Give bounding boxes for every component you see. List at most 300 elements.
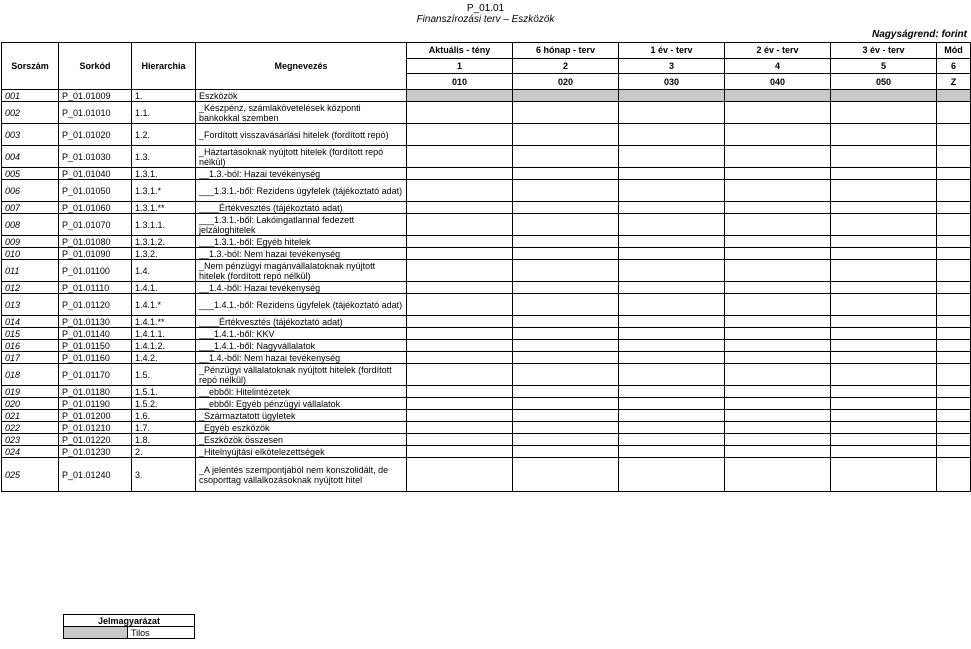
header-mod-num: 6 xyxy=(937,58,971,74)
value-cell[interactable] xyxy=(513,458,619,492)
value-cell[interactable] xyxy=(513,316,619,328)
value-cell[interactable] xyxy=(407,398,513,410)
header-hierarchia: Hierarchia xyxy=(132,43,196,90)
header-col-label: Aktuális - tény xyxy=(407,43,513,59)
table-row xyxy=(2,340,971,352)
value-cell[interactable] xyxy=(725,202,831,214)
mod-cell[interactable] xyxy=(937,90,971,102)
value-cell[interactable] xyxy=(513,282,619,294)
row-name: _Készpénz, számlakövetelések központi bankokkal szemben xyxy=(196,102,407,124)
value-cell[interactable] xyxy=(725,294,831,316)
row-name: _Nem pénzügyi magánvállalatoknak nyújtott hitelek (fordított repó nélkül) xyxy=(196,260,407,282)
value-cell[interactable] xyxy=(407,410,513,422)
row-number: 008 xyxy=(2,214,59,236)
legend xyxy=(63,614,195,639)
table-row xyxy=(2,168,971,180)
value-cell[interactable] xyxy=(725,446,831,458)
value-cell[interactable] xyxy=(619,102,725,124)
mod-cell[interactable] xyxy=(937,260,971,282)
value-cell[interactable] xyxy=(407,214,513,236)
row-name: _Származtatott ügyletek xyxy=(196,410,407,422)
row-name: ___1.4.1.-ből: KKV xyxy=(196,328,407,340)
row-number: 003 xyxy=(2,124,59,146)
value-cell[interactable] xyxy=(725,352,831,364)
value-cell[interactable] xyxy=(725,90,831,102)
row-number: 004 xyxy=(2,146,59,168)
row-number: 012 xyxy=(2,282,59,294)
value-cell[interactable] xyxy=(619,168,725,180)
value-cell[interactable] xyxy=(407,146,513,168)
row-name: __ebből: Hitelintézetek xyxy=(196,386,407,398)
row-code: P_01.01180 xyxy=(59,386,132,398)
value-cell[interactable] xyxy=(831,214,937,236)
header-col-num: 5 xyxy=(831,58,937,74)
value-cell[interactable] xyxy=(831,248,937,260)
value-cell[interactable] xyxy=(831,202,937,214)
mod-cell[interactable] xyxy=(937,168,971,180)
value-cell[interactable] xyxy=(513,260,619,282)
row-hierarchy: 1.3.1. xyxy=(132,168,196,180)
value-cell[interactable] xyxy=(831,180,937,202)
header-col-code: 040 xyxy=(725,74,831,90)
mod-cell[interactable] xyxy=(937,294,971,316)
header-col-code: 020 xyxy=(513,74,619,90)
header-col-num: 3 xyxy=(619,58,725,74)
row-number: 011 xyxy=(2,260,59,282)
row-hierarchy: 1.4.2. xyxy=(132,352,196,364)
row-code: P_01.01150 xyxy=(59,340,132,352)
value-cell[interactable] xyxy=(619,422,725,434)
row-number: 025 xyxy=(2,458,59,492)
row-name: _Fordított visszavásárlási hitelek (fordított repó) xyxy=(196,124,407,146)
row-name: _Eszközök összesen xyxy=(196,434,407,446)
row-code: P_01.01130 xyxy=(59,316,132,328)
row-number: 006 xyxy=(2,180,59,202)
value-cell[interactable] xyxy=(619,146,725,168)
table-row xyxy=(2,102,971,124)
table-row xyxy=(2,352,971,364)
mod-cell[interactable] xyxy=(937,398,971,410)
row-name: ___1.4.1.-ből: Rezidens ügyfelek (tájékoztató adat) xyxy=(196,294,407,316)
row-name: ____Értékvesztés (tájékoztató adat) xyxy=(196,316,407,328)
header-sorkod: Sorkód xyxy=(59,43,132,90)
row-name: _Egyéb eszközök xyxy=(196,422,407,434)
value-cell[interactable] xyxy=(725,248,831,260)
row-hierarchy: 1.3.1.* xyxy=(132,180,196,202)
row-code: P_01.01220 xyxy=(59,434,132,446)
value-cell[interactable] xyxy=(619,458,725,492)
value-cell[interactable] xyxy=(513,398,619,410)
mod-cell[interactable] xyxy=(937,328,971,340)
value-cell[interactable] xyxy=(407,422,513,434)
value-cell[interactable] xyxy=(725,410,831,422)
value-cell[interactable] xyxy=(725,102,831,124)
mod-cell[interactable] xyxy=(937,434,971,446)
value-cell[interactable] xyxy=(407,236,513,248)
value-cell[interactable] xyxy=(831,340,937,352)
value-cell[interactable] xyxy=(513,214,619,236)
row-code: P_01.01120 xyxy=(59,294,132,316)
value-cell[interactable] xyxy=(725,364,831,386)
value-cell[interactable] xyxy=(619,398,725,410)
value-cell[interactable] xyxy=(513,248,619,260)
value-cell[interactable] xyxy=(725,124,831,146)
row-name: ____Értékvesztés (tájékoztató adat) xyxy=(196,202,407,214)
row-hierarchy: 1.4.1.* xyxy=(132,294,196,316)
mod-cell[interactable] xyxy=(937,102,971,124)
value-cell[interactable] xyxy=(513,328,619,340)
value-cell[interactable] xyxy=(619,202,725,214)
row-code: P_01.01040 xyxy=(59,168,132,180)
row-code: P_01.01010 xyxy=(59,102,132,124)
value-cell[interactable] xyxy=(513,410,619,422)
value-cell[interactable] xyxy=(725,168,831,180)
value-cell[interactable] xyxy=(831,446,937,458)
legend-swatch-forbidden xyxy=(64,627,128,639)
value-cell[interactable] xyxy=(407,328,513,340)
value-cell[interactable] xyxy=(725,328,831,340)
row-code: P_01.01190 xyxy=(59,398,132,410)
row-number: 005 xyxy=(2,168,59,180)
value-cell[interactable] xyxy=(407,316,513,328)
row-code: P_01.01110 xyxy=(59,282,132,294)
header-col-code: 030 xyxy=(619,74,725,90)
row-hierarchy: 1.4.1.1. xyxy=(132,328,196,340)
mod-cell[interactable] xyxy=(937,410,971,422)
row-hierarchy: 1.5.1. xyxy=(132,386,196,398)
value-cell[interactable] xyxy=(513,102,619,124)
row-number: 007 xyxy=(2,202,59,214)
row-code: P_01.01080 xyxy=(59,236,132,248)
row-number: 015 xyxy=(2,328,59,340)
table-row xyxy=(2,364,971,386)
value-cell[interactable] xyxy=(407,446,513,458)
mod-cell[interactable] xyxy=(937,146,971,168)
table-row xyxy=(2,446,971,458)
value-cell[interactable] xyxy=(725,434,831,446)
row-hierarchy: 1.5. xyxy=(132,364,196,386)
table-row xyxy=(2,398,971,410)
table-row xyxy=(2,316,971,328)
value-cell[interactable] xyxy=(513,180,619,202)
value-cell[interactable] xyxy=(619,214,725,236)
value-cell[interactable] xyxy=(513,294,619,316)
table-row xyxy=(2,214,971,236)
value-cell[interactable] xyxy=(619,364,725,386)
value-cell[interactable] xyxy=(619,294,725,316)
value-cell[interactable] xyxy=(407,102,513,124)
header-sorszam: Sorszám xyxy=(2,43,59,90)
table-row xyxy=(2,236,971,248)
row-hierarchy: 1.2. xyxy=(132,124,196,146)
row-hierarchy: 1. xyxy=(132,90,196,102)
value-cell[interactable] xyxy=(725,260,831,282)
value-cell[interactable] xyxy=(407,248,513,260)
value-cell[interactable] xyxy=(831,410,937,422)
table-row xyxy=(2,146,971,168)
value-cell[interactable] xyxy=(725,214,831,236)
header-col-num: 2 xyxy=(513,58,619,74)
value-cell[interactable] xyxy=(513,386,619,398)
value-cell[interactable] xyxy=(619,446,725,458)
value-cell[interactable] xyxy=(513,90,619,102)
value-cell[interactable] xyxy=(725,422,831,434)
header-col-label: 2 év - terv xyxy=(725,43,831,59)
row-code: P_01.01090 xyxy=(59,248,132,260)
value-cell[interactable] xyxy=(407,282,513,294)
row-number: 001 xyxy=(2,90,59,102)
row-name: ___1.4.1.-ből: Nagyvállalatok xyxy=(196,340,407,352)
mod-cell[interactable] xyxy=(937,248,971,260)
row-number: 009 xyxy=(2,236,59,248)
value-cell[interactable] xyxy=(407,458,513,492)
table-row xyxy=(2,422,971,434)
value-cell[interactable] xyxy=(831,398,937,410)
row-number: 002 xyxy=(2,102,59,124)
value-cell[interactable] xyxy=(831,236,937,248)
row-name: __1.3.-ból: Nem hazai tevékenység xyxy=(196,248,407,260)
table-row xyxy=(2,202,971,214)
row-number: 016 xyxy=(2,340,59,352)
row-code: P_01.01240 xyxy=(59,458,132,492)
value-cell[interactable] xyxy=(407,168,513,180)
row-hierarchy: 1.7. xyxy=(132,422,196,434)
value-cell[interactable] xyxy=(831,260,937,282)
value-cell[interactable] xyxy=(831,294,937,316)
row-name: _Pénzügyi vállalatoknak nyújtott hitelek (fordított repó nélkül) xyxy=(196,364,407,386)
row-number: 014 xyxy=(2,316,59,328)
row-hierarchy: 1.3.2. xyxy=(132,248,196,260)
value-cell[interactable] xyxy=(407,294,513,316)
row-name: __1.4.-ből: Hazai tevékenység xyxy=(196,282,407,294)
row-name: _A jelentés szempontjából nem konszolidált, de csoporttag vállalkozásoknak nyújtott hitel xyxy=(196,458,407,492)
value-cell[interactable] xyxy=(513,364,619,386)
value-cell[interactable] xyxy=(725,458,831,492)
row-name: Eszközök xyxy=(196,90,407,102)
row-code: P_01.01050 xyxy=(59,180,132,202)
value-cell[interactable] xyxy=(407,260,513,282)
row-number: 020 xyxy=(2,398,59,410)
asset-table xyxy=(1,42,971,492)
table-row xyxy=(2,386,971,398)
row-number: 013 xyxy=(2,294,59,316)
mod-cell[interactable] xyxy=(937,446,971,458)
value-cell[interactable] xyxy=(619,180,725,202)
value-cell[interactable] xyxy=(619,434,725,446)
row-hierarchy: 1.4.1.2. xyxy=(132,340,196,352)
row-hierarchy: 1.3. xyxy=(132,146,196,168)
value-cell[interactable] xyxy=(619,386,725,398)
value-cell[interactable] xyxy=(513,422,619,434)
value-cell[interactable] xyxy=(831,102,937,124)
row-code: P_01.01060 xyxy=(59,202,132,214)
value-cell[interactable] xyxy=(619,260,725,282)
value-cell[interactable] xyxy=(831,458,937,492)
row-code: P_01.01170 xyxy=(59,364,132,386)
value-cell[interactable] xyxy=(513,434,619,446)
value-cell[interactable] xyxy=(513,168,619,180)
value-cell[interactable] xyxy=(831,364,937,386)
value-cell[interactable] xyxy=(831,434,937,446)
form-code: P_01.01 xyxy=(466,3,505,14)
header-megnevezes: Megnevezés xyxy=(196,43,407,90)
header-col-num: 1 xyxy=(407,58,513,74)
row-code: P_01.01009 xyxy=(59,90,132,102)
value-cell[interactable] xyxy=(407,202,513,214)
value-cell[interactable] xyxy=(407,180,513,202)
table-row xyxy=(2,180,971,202)
row-name: _Háztartásoknak nyújtott hitelek (fordított repó nélkül) xyxy=(196,146,407,168)
row-code: P_01.01200 xyxy=(59,410,132,422)
row-number: 010 xyxy=(2,248,59,260)
row-name: ___1.3.1.-ből: Egyéb hitelek xyxy=(196,236,407,248)
mod-cell[interactable] xyxy=(937,236,971,248)
row-code: P_01.01030 xyxy=(59,146,132,168)
value-cell[interactable] xyxy=(513,124,619,146)
mod-cell[interactable] xyxy=(937,364,971,386)
row-code: P_01.01070 xyxy=(59,214,132,236)
row-code: P_01.01160 xyxy=(59,352,132,364)
value-cell[interactable] xyxy=(619,90,725,102)
row-name: _Hitelnyújtási elkötelezettségek xyxy=(196,446,407,458)
row-number: 019 xyxy=(2,386,59,398)
table-row xyxy=(2,260,971,282)
mod-cell[interactable] xyxy=(937,202,971,214)
value-cell[interactable] xyxy=(513,146,619,168)
value-cell[interactable] xyxy=(407,340,513,352)
value-cell[interactable] xyxy=(831,328,937,340)
row-hierarchy: 1.8. xyxy=(132,434,196,446)
value-cell[interactable] xyxy=(831,282,937,294)
table-row xyxy=(2,248,971,260)
header-col-label: 1 év - terv xyxy=(619,43,725,59)
mod-cell[interactable] xyxy=(937,124,971,146)
value-cell[interactable] xyxy=(831,124,937,146)
value-cell[interactable] xyxy=(725,316,831,328)
row-number: 017 xyxy=(2,352,59,364)
row-number: 018 xyxy=(2,364,59,386)
row-hierarchy: 3. xyxy=(132,458,196,492)
row-hierarchy: 1.4.1. xyxy=(132,282,196,294)
header-col-num: 4 xyxy=(725,58,831,74)
table-row xyxy=(2,410,971,422)
row-number: 021 xyxy=(2,410,59,422)
row-number: 024 xyxy=(2,446,59,458)
value-cell[interactable] xyxy=(407,90,513,102)
value-cell[interactable] xyxy=(513,446,619,458)
value-cell[interactable] xyxy=(619,316,725,328)
row-hierarchy: 1.4.1.** xyxy=(132,316,196,328)
value-cell[interactable] xyxy=(831,352,937,364)
row-code: P_01.01020 xyxy=(59,124,132,146)
mod-cell[interactable] xyxy=(937,282,971,294)
value-cell[interactable] xyxy=(725,398,831,410)
value-cell[interactable] xyxy=(831,146,937,168)
mod-cell[interactable] xyxy=(937,352,971,364)
table-row xyxy=(2,90,971,102)
row-code: P_01.01140 xyxy=(59,328,132,340)
table-row xyxy=(2,124,971,146)
row-code: P_01.01210 xyxy=(59,422,132,434)
header-col-label: 6 hónap - terv xyxy=(513,43,619,59)
table-row xyxy=(2,328,971,340)
row-name: __1.4.-ből: Nem hazai tevékenység xyxy=(196,352,407,364)
value-cell[interactable] xyxy=(831,316,937,328)
value-cell[interactable] xyxy=(831,386,937,398)
value-cell[interactable] xyxy=(513,236,619,248)
legend-title: Jelmagyarázat xyxy=(64,615,195,627)
value-cell[interactable] xyxy=(619,236,725,248)
mod-cell[interactable] xyxy=(937,180,971,202)
value-cell[interactable] xyxy=(619,124,725,146)
row-hierarchy: 1.4. xyxy=(132,260,196,282)
form-title: Finanszírozási terv – Eszközök xyxy=(416,14,555,25)
mod-cell[interactable] xyxy=(937,458,971,492)
value-cell[interactable] xyxy=(831,168,937,180)
value-cell[interactable] xyxy=(407,434,513,446)
value-cell[interactable] xyxy=(619,340,725,352)
header-col-label: 3 év - terv xyxy=(831,43,937,59)
row-hierarchy: 1.3.1.1. xyxy=(132,214,196,236)
row-number: 022 xyxy=(2,422,59,434)
row-name: __ebből: Egyéb pénzügyi vállalatok xyxy=(196,398,407,410)
value-cell[interactable] xyxy=(831,422,937,434)
row-name: __1.3.-ból: Hazai tevékenység xyxy=(196,168,407,180)
value-cell[interactable] xyxy=(407,124,513,146)
value-cell[interactable] xyxy=(513,352,619,364)
header-mod-label: Mód xyxy=(937,43,971,59)
value-cell[interactable] xyxy=(619,248,725,260)
row-number: 023 xyxy=(2,434,59,446)
table-row xyxy=(2,282,971,294)
value-cell[interactable] xyxy=(407,386,513,398)
value-cell[interactable] xyxy=(513,340,619,352)
value-cell[interactable] xyxy=(831,90,937,102)
value-cell[interactable] xyxy=(619,328,725,340)
value-cell[interactable] xyxy=(725,146,831,168)
mod-cell[interactable] xyxy=(937,316,971,328)
row-code: P_01.01100 xyxy=(59,260,132,282)
value-cell[interactable] xyxy=(725,386,831,398)
mod-cell[interactable] xyxy=(937,214,971,236)
table-row xyxy=(2,294,971,316)
value-cell[interactable] xyxy=(619,352,725,364)
value-cell[interactable] xyxy=(513,202,619,214)
legend-label-forbidden: Tilos xyxy=(128,627,195,639)
value-cell[interactable] xyxy=(407,364,513,386)
row-hierarchy: 1.1. xyxy=(132,102,196,124)
row-code: P_01.01230 xyxy=(59,446,132,458)
mod-cell[interactable] xyxy=(937,386,971,398)
row-hierarchy: 1.5.2. xyxy=(132,398,196,410)
table-row xyxy=(2,458,971,492)
row-hierarchy: 1.3.1.2. xyxy=(132,236,196,248)
value-cell[interactable] xyxy=(725,340,831,352)
value-cell[interactable] xyxy=(725,282,831,294)
header-col-code: 050 xyxy=(831,74,937,90)
row-hierarchy: 2. xyxy=(132,446,196,458)
header-mod-code: Z xyxy=(937,74,971,90)
value-cell[interactable] xyxy=(619,282,725,294)
row-hierarchy: 1.3.1.** xyxy=(132,202,196,214)
value-cell[interactable] xyxy=(725,180,831,202)
mod-cell[interactable] xyxy=(937,422,971,434)
row-hierarchy: 1.6. xyxy=(132,410,196,422)
mod-cell[interactable] xyxy=(937,340,971,352)
value-cell[interactable] xyxy=(619,410,725,422)
value-cell[interactable] xyxy=(407,352,513,364)
value-cell[interactable] xyxy=(725,236,831,248)
